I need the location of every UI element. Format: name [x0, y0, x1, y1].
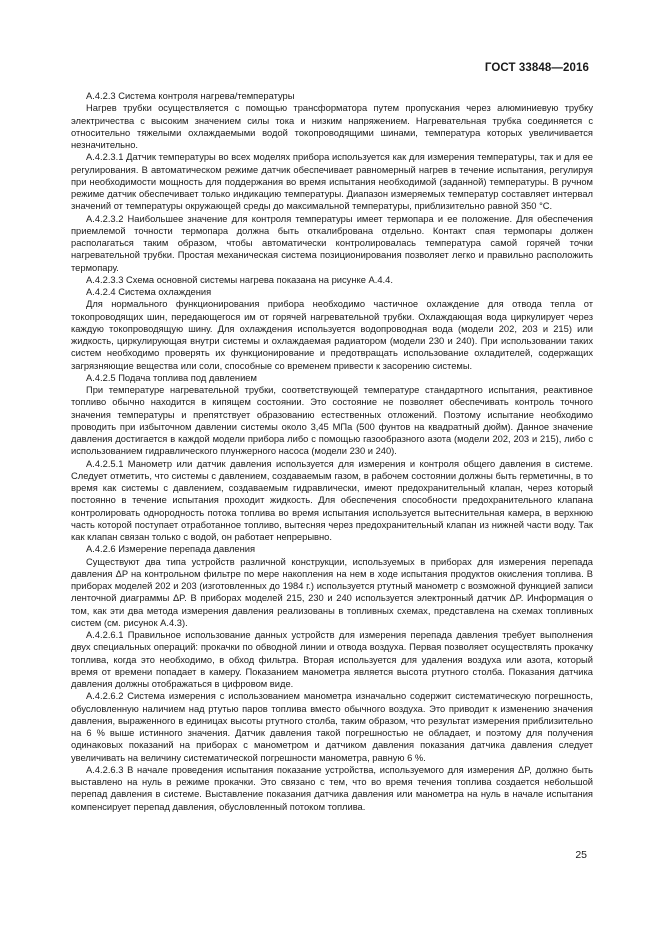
paragraph: А.4.2.3.1 Датчик температуры во всех моделях прибора используется как для измерения температуры, так и для ее регулирования. В автоматическом режиме датчик обеспечивает равномерный нагрев в течение испытания, регулируя при необходимости мощность для поддержания во время испытания необходимой (заданной) температуры. В ручном режиме датчик обеспечивает только индикацию температуры. Диапазон измеряемых температур составляет интервал значений от температуры окружающей среды до максимальной температуры, приблизительно равной 350 °С.: [71, 152, 593, 212]
document-body: [71, 90, 593, 813]
paragraph: Нагрев трубки осуществляется с помощью трансформатора путем пропускания через алюминиевую трубку электричества с высоким значением силы тока и низким напряжением. Нагревательная трубка соединяется с относительно тяжелыми охлаждаемыми водой токопроводящими шинами, температура которых увеличивается незначительно.: [71, 103, 593, 150]
section-heading: А.4.2.4 Система охлаждения: [86, 287, 212, 297]
document-code: ГОСТ 33848—2016: [484, 62, 589, 74]
paragraph: А.4.2.6.3 В начале проведения испытания показание устройства, используемого для измерения ΔP, должно быть выставлено на нуль в режиме прокачки. Это связано с тем, что во время течения топлива создается небольшой перепад давления в системе. Выставление показания датчика давления или манометра на нуль в начале испытания компенсирует перепад давления, обусловленный потоком топлива.: [71, 764, 593, 812]
paragraph: При температуре нагревательной трубки, соответствующей температуре стандартного испытания, реактивное топливо обычно находится в кипящем состоянии. Это состояние не позволяет обеспечивать контроль точного значения температуры и препятствует образованию естественных отложений. Поэтому испытание необходимо проводить при избыточном давлении системы около 3,45 МПа (500 фунтов на квадратный дюйм). Данное значение давления достигается в каждой модели прибора либо с помощью газообразного азота (модели 202, 203 и 215), либо с использованием гидравлического плунжерного насоса (модели 230 и 240).: [71, 385, 593, 457]
paragraph: А.4.2.6.1 Правильное использование данных устройств для измерения перепада давления требует выполнения двух специальных операций: прокачки по обводной линии и отвода воздуха. Первая позволяет осуществлять прокачку топлива, когда это необходимо, в обход фильтра. Вторая используется для удаления воздуха или азота, который время от времени попадает в камеру. Показанием манометра является высота ртутного столба. Показания датчика давления должны отображаться в цифровом виде.: [71, 630, 593, 689]
paragraph: А.4.2.3.3 Схема основной системы нагрева показана на рисунке А.4.4.: [86, 274, 393, 285]
section-heading: А.4.2.6 Измерение перепада давления: [86, 544, 256, 555]
paragraph: Для нормального функционирования прибора необходимо частичное охлаждение для отвода тепла от токопроводящих шин, передающегося им от горячей нагревательной трубки. Охлаждающая вода циркулирует через каждую токопроводящую шину. Для охлаждения используется водопроводная вода (модели 202, 203 и 215) или жидкость, циркулирующая внутри системы и охлаждаемая радиатором (модели 230 и 240). При использовании таких систем необходимо проверять их функционирование и предотвращать использование охладителей, содержащих загрязняющие вещества или соли, способные со временем привести к засорению системы.: [71, 299, 593, 371]
section-heading: А.4.2.5 Подача топлива под давлением: [86, 372, 257, 383]
paragraph: А.4.2.5.1 Манометр или датчик давления используется для измерения и контроля общего давления в системе. Следует отметить, что системы с давлением, создаваемым газом, в рабочем состоянии должны быть герметичны, в то время как системы с давлением, создаваемым гидравлически, имеют предохранительный клапан, через который постоянно в течение испытания проходит жидкость. Для обеспечения способности предохранительного клапана контролировать однородность потока топлива во время испытания используется вытеснительная камера, в верхнюю часть которой поступает отработанное топливо, вытесняя через предохранительный клапан из нижней части воду. Так как клапан связан только с водой, он работает непрерывно.: [71, 458, 593, 542]
section-heading: А.4.2.3 Система контроля нагрева/температуры: [86, 91, 295, 101]
paragraph: А.4.2.3.2 Наибольшее значение для контроля температуры имеет термопара и ее положение. Для обеспечения приемлемой точности термопара должна быть откалибрована отдельно. Контакт спая термопары должен располагаться таким образом, чтобы автоматически контролировалась температура самой горячей точки нагревательной трубки. Простая механическая система позиционирования позволяет легко и правильно расположить термопару.: [71, 213, 593, 273]
paragraph: Существуют два типа устройств различной конструкции, используемых в приборах для измерения перепада давления ΔP на контрольном фильтре по мере накопления на нем в ходе испытания продуктов окисления топлива. В приборах моделей 202 и 203 (изготовленных до 1984 г.) используется ртутный манометр с возможной функцией записи ленточной диаграммы ΔP. В приборах моделей 215, 230 и 240 используется электронный датчик ΔP. Информация о том, как эти два метода измерения давления реализованы в топливных схемах, представлена на схемах топливных систем (см. рисунок А.4.3).: [71, 556, 593, 628]
paragraph: А.4.2.6.2 Система измерения с использованием манометра изначально содержит систематическую погрешность, обусловленную наличием над ртутью паров топлива вместо обычного воздуха. Это приводит к изменению значения давления, выраженного в единицах высоты ртутного столба, таким образом, что результат измерения приблизительно на 6 % выше истинного значения. Датчик давления такой погрешностью не обладает, и поэтому для получения одинаковых показаний на приборах с манометром и датчиком давления показания датчика давления следует увеличивать на величину систематической погрешности манометра, равную 6 %.: [71, 691, 593, 763]
page-number: 25: [575, 849, 587, 861]
